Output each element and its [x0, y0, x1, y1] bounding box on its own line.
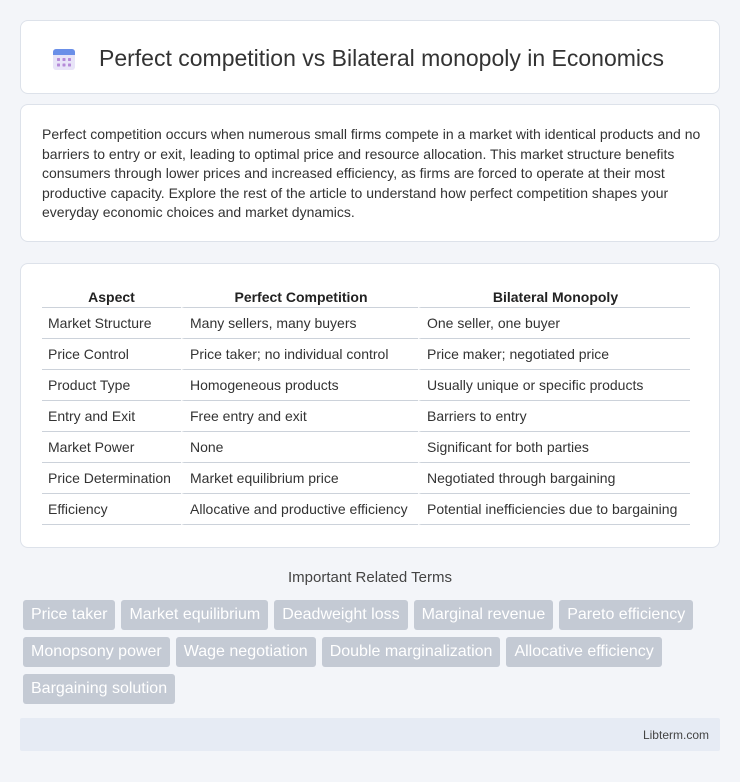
table-cell: Negotiated through bargaining: [418, 463, 690, 494]
table-cell: None: [181, 432, 418, 463]
calendar-icon: [51, 46, 77, 72]
table-row: [42, 370, 690, 401]
comparison-table: [42, 286, 690, 525]
tag-market-equilibrium[interactable]: Market equilibrium: [121, 600, 268, 630]
table-cell: Free entry and exit: [181, 401, 418, 432]
table-cell: Efficiency: [42, 494, 181, 525]
intro-paragraph: Perfect competition occurs when numerous small firms compete in a market with identical products and no barriers to entry or exit, leading to optimal price and resource allocation. This market structure benefits consumers through lower prices and increased efficiency, as firms are forced to operate at their most productive capacity. Explore the rest of the article to understand how perfect competition shapes your everyday economic choices and market dynamics.: [42, 126, 701, 221]
footer-site-link[interactable]: Libterm.com: [642, 728, 709, 742]
table-row: [42, 339, 690, 370]
table-row: [42, 308, 690, 339]
tag-deadweight-loss[interactable]: Deadweight loss: [274, 600, 407, 630]
tag-price-taker[interactable]: Price taker: [23, 600, 115, 630]
table-cell: Market equilibrium price: [181, 463, 418, 494]
table-row: [42, 432, 690, 463]
tag-double-marginalization[interactable]: Double marginalization: [322, 637, 501, 667]
comparison-card: [20, 263, 720, 548]
table-cell: Potential inefficiencies due to bargaining: [418, 494, 690, 525]
table-cell: Entry and Exit: [42, 401, 181, 432]
table-cell: Usually unique or specific products: [418, 370, 690, 401]
footer: [20, 718, 720, 751]
tag-allocative-efficiency[interactable]: Allocative efficiency: [506, 637, 661, 667]
column-header-aspect: Aspect: [42, 286, 181, 308]
tag-marginal-revenue[interactable]: Marginal revenue: [414, 600, 554, 630]
column-header-perfect-competition: Perfect Competition: [181, 286, 418, 308]
table-cell: Market Power: [42, 432, 181, 463]
table-cell: Price maker; negotiated price: [418, 339, 690, 370]
table-row: [42, 401, 690, 432]
table-row: [42, 463, 690, 494]
table-cell: Price Control: [42, 339, 181, 370]
tag-pareto-efficiency[interactable]: Pareto efficiency: [559, 600, 693, 630]
related-terms-tags: [23, 600, 723, 704]
page-title: Perfect competition vs Bilateral monopoly in Economics: [99, 45, 665, 71]
table-cell: Homogeneous products: [181, 370, 418, 401]
table-cell: Market Structure: [42, 308, 181, 339]
table-row: [42, 494, 690, 525]
table-cell: Product Type: [42, 370, 181, 401]
tag-monopsony-power[interactable]: Monopsony power: [23, 637, 170, 667]
intro-card: [20, 104, 720, 242]
table-cell: Price Determination: [42, 463, 181, 494]
column-header-bilateral-monopoly: Bilateral Monopoly: [418, 286, 690, 308]
table-cell: Price taker; no individual control: [181, 339, 418, 370]
table-cell: Allocative and productive efficiency: [181, 494, 418, 525]
table-cell: Many sellers, many buyers: [181, 308, 418, 339]
related-terms-title: Important Related Terms: [288, 569, 452, 586]
table-cell: Significant for both parties: [418, 432, 690, 463]
tag-bargaining-solution[interactable]: Bargaining solution: [23, 674, 175, 704]
table-cell: One seller, one buyer: [418, 308, 690, 339]
table-cell: Barriers to entry: [418, 401, 690, 432]
table-header-row: [42, 286, 690, 308]
tag-wage-negotiation[interactable]: Wage negotiation: [176, 637, 316, 667]
title-card: [20, 20, 720, 94]
